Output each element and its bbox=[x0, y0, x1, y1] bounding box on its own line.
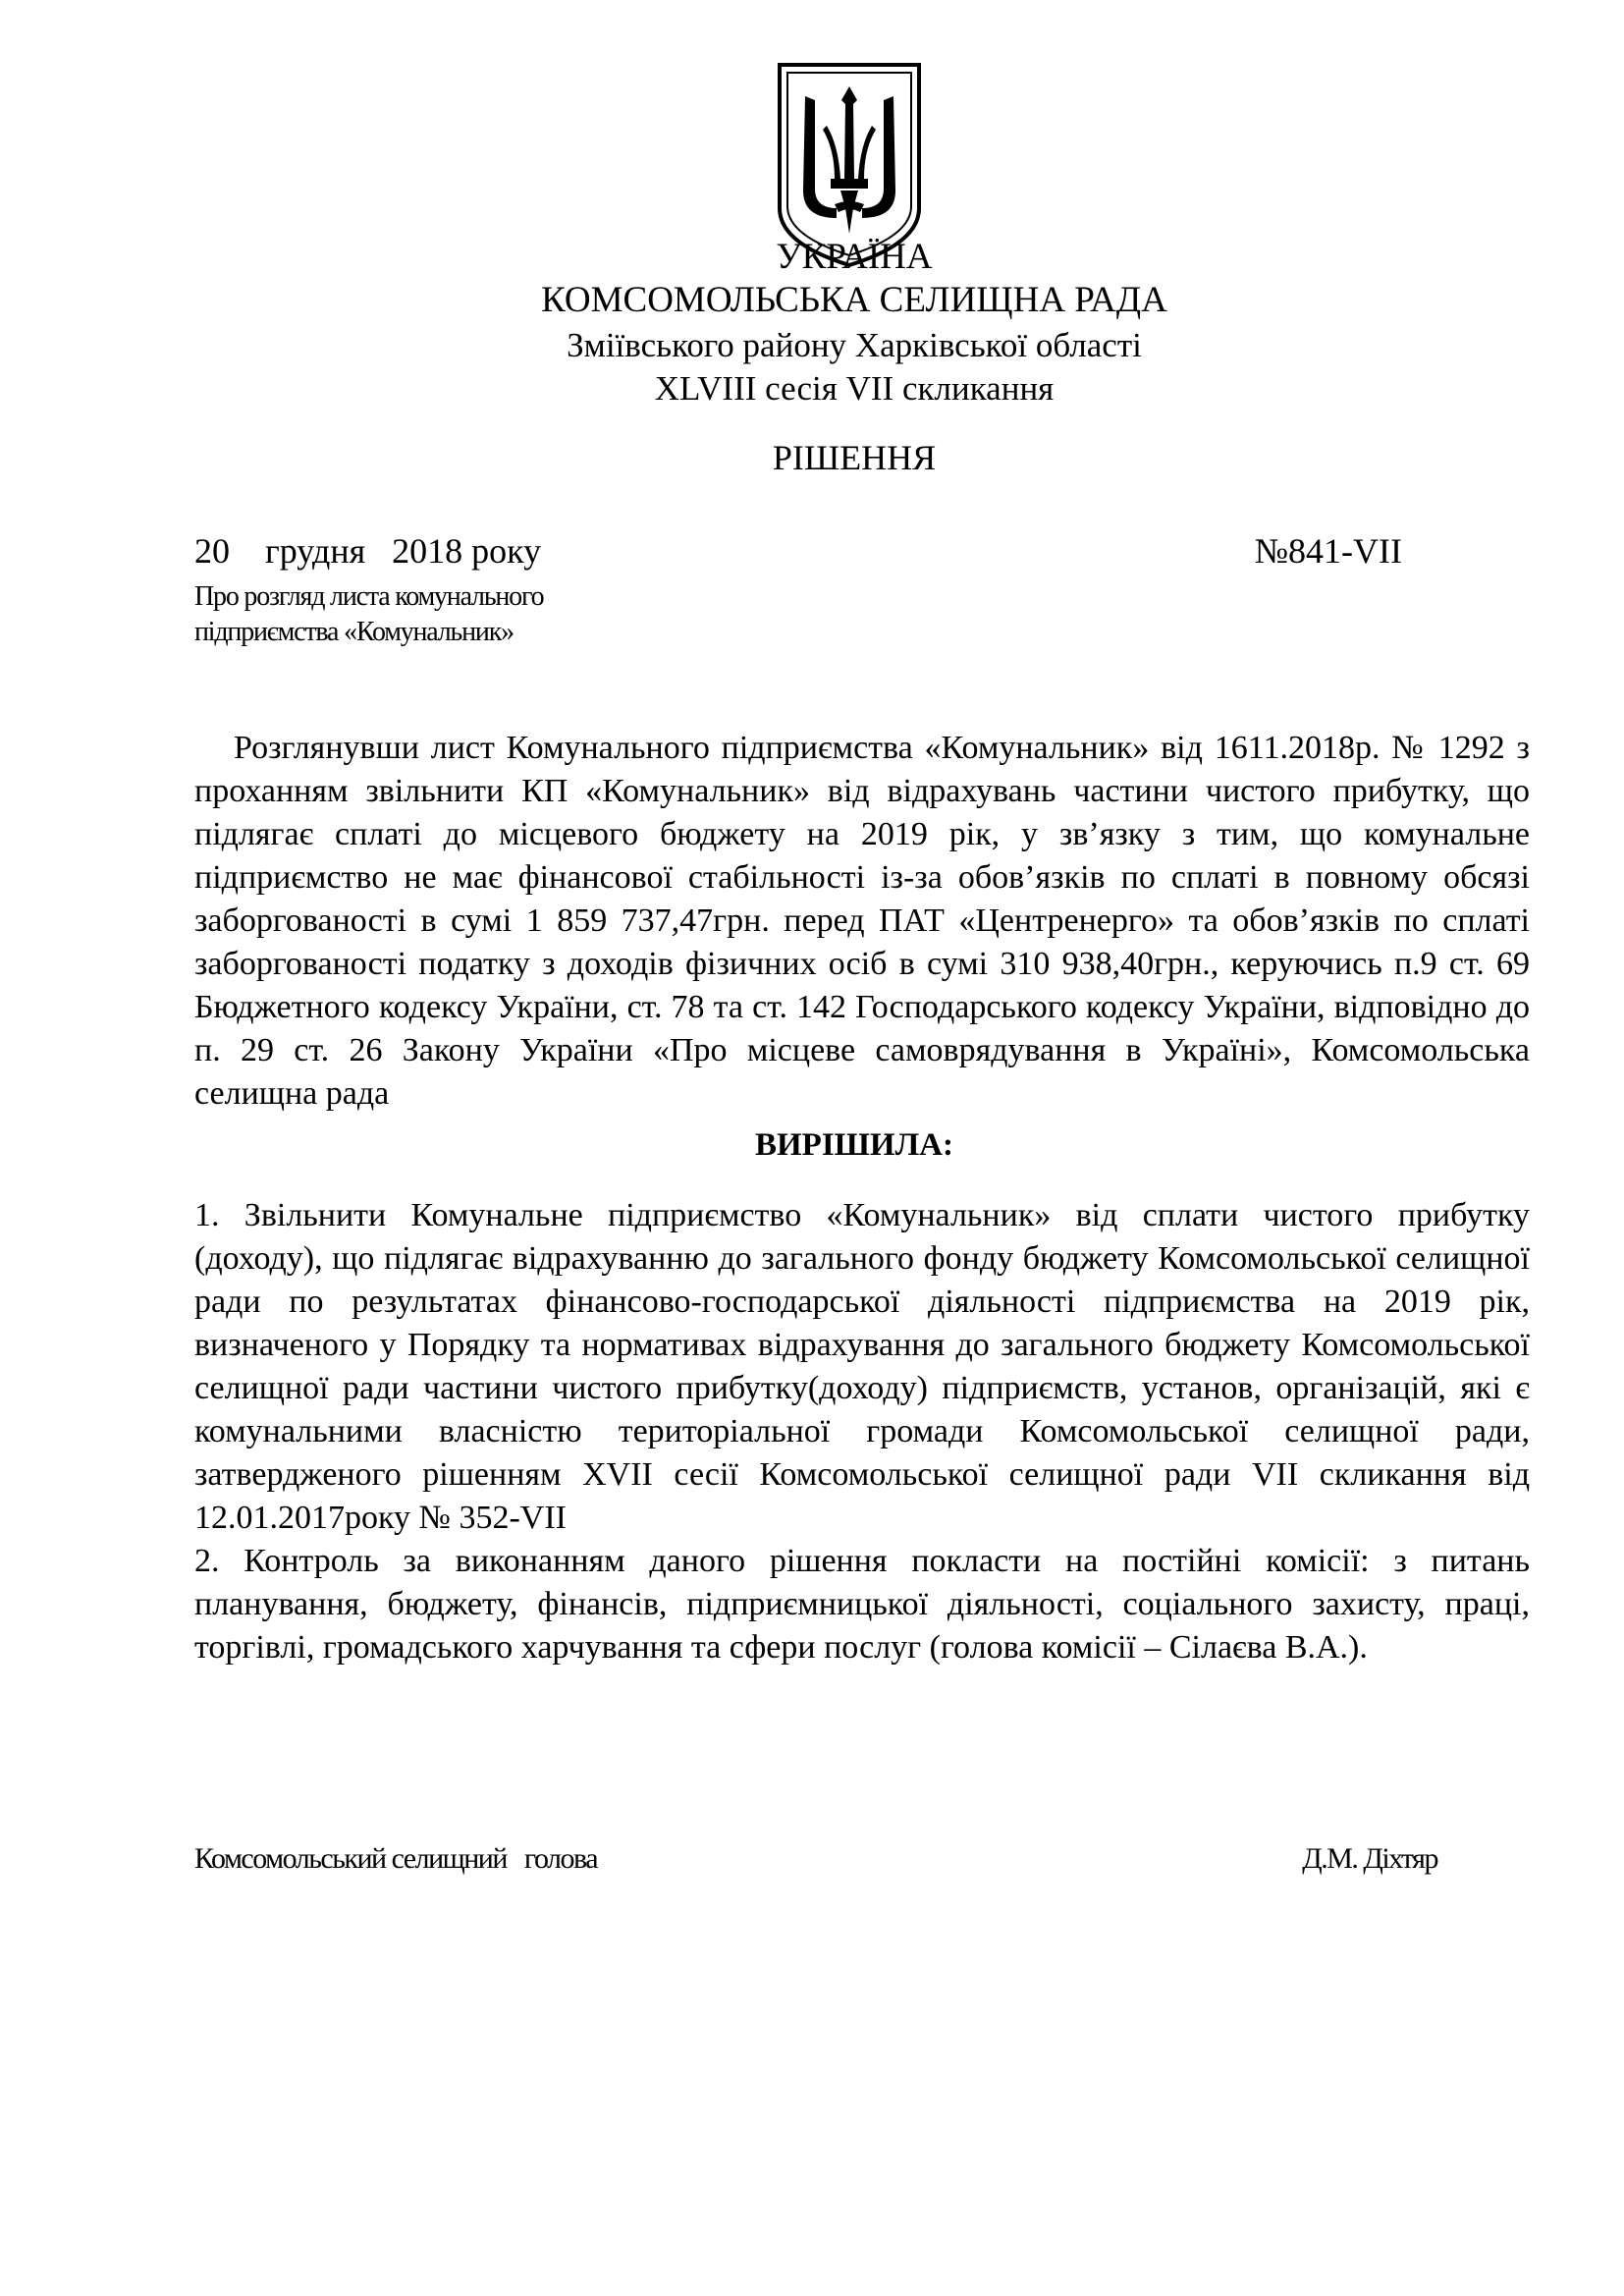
signatory-name: Д.М. Діхтяр bbox=[1302, 1842, 1437, 1875]
decision-number: №841-VII bbox=[1254, 531, 1402, 571]
decision-date: 20 грудня 2018 року bbox=[194, 531, 542, 571]
decision-subject bbox=[194, 579, 543, 650]
country-heading: УКРАЇНА bbox=[776, 237, 933, 277]
signatory-title: Комсомольський селищний голова bbox=[194, 1842, 598, 1875]
subject-line-1: Про розгляд листа комунального bbox=[194, 581, 544, 612]
region-heading: Зміївського району Харківської області bbox=[567, 326, 1142, 364]
session-heading: XLVIII сесія VII скликання bbox=[654, 369, 1055, 408]
preamble-paragraph: Розглянувши лист Комунального підприємства «Комунальник» від 1611.2018р. № 1292 з проханням звільнити КП «Комунальник» від відрахувань частини чистого прибутку, що підлягає сплаті до місцевого бюджету на 2019 рік, у зв’язку з тим, що комунальне підприємство не має фінансової стабільності із-за обов’язків по сплаті в повному обсязі заборгованості в сумі 1 859 737,47грн. перед ПАТ «Центренерго» та обов’язків по сплаті заборгованості податку з доходів фізичних осіб в сумі 310 938,40грн., керуючись п.9 ст. 69 Бюджетного кодексу України, ст. 78 та ст. 142 Господарського кодексу України, відповідно до п. 29 ст. 26 Закону України «Про місцеве самоврядування в Україні», Комсомольська селищна рада bbox=[194, 730, 1530, 1112]
decided-heading: ВИРІШИЛА: bbox=[755, 1127, 953, 1163]
council-heading: КОМСОМОЛЬСЬКА СЕЛИЩНА РАДА bbox=[541, 280, 1167, 320]
document-type-heading: РІШЕННЯ bbox=[772, 438, 937, 477]
subject-line-2: підприємства «Комунальник» bbox=[194, 617, 514, 647]
decision-item-2: 2. Контроль за виконанням даного рішення покласти на постійні комісії: з питань планування, бюджету, фінансів, підприємницької діяльності, соціального захисту, праці, торгівлі, громадського харчування та сфери послуг (голова комісії – Сілаєва В.А.). bbox=[194, 1543, 1530, 1666]
decision-item-1: 1. Звільнити Комунальне підприємство «Комунальник» від сплати чистого прибутку (доходу), що підлягає відрахуванню до загального фонду бюджету Комсомольської селищної ради по результатах фінансово-господарської діяльності підприємства на 2019 рік, визначеного у Порядку та нормативах відрахування до загального бюджету Комсомольської селищної ради частини чистого прибутку(доходу) підприємств, установ, організацій, які є комунальними власністю територіальної громади Комсомольської селищної ради, затвердженого рішенням XVII сесії Комсомольської селищної ради VII скликання від 12.01.2017року № 352-VII bbox=[194, 1197, 1530, 1536]
